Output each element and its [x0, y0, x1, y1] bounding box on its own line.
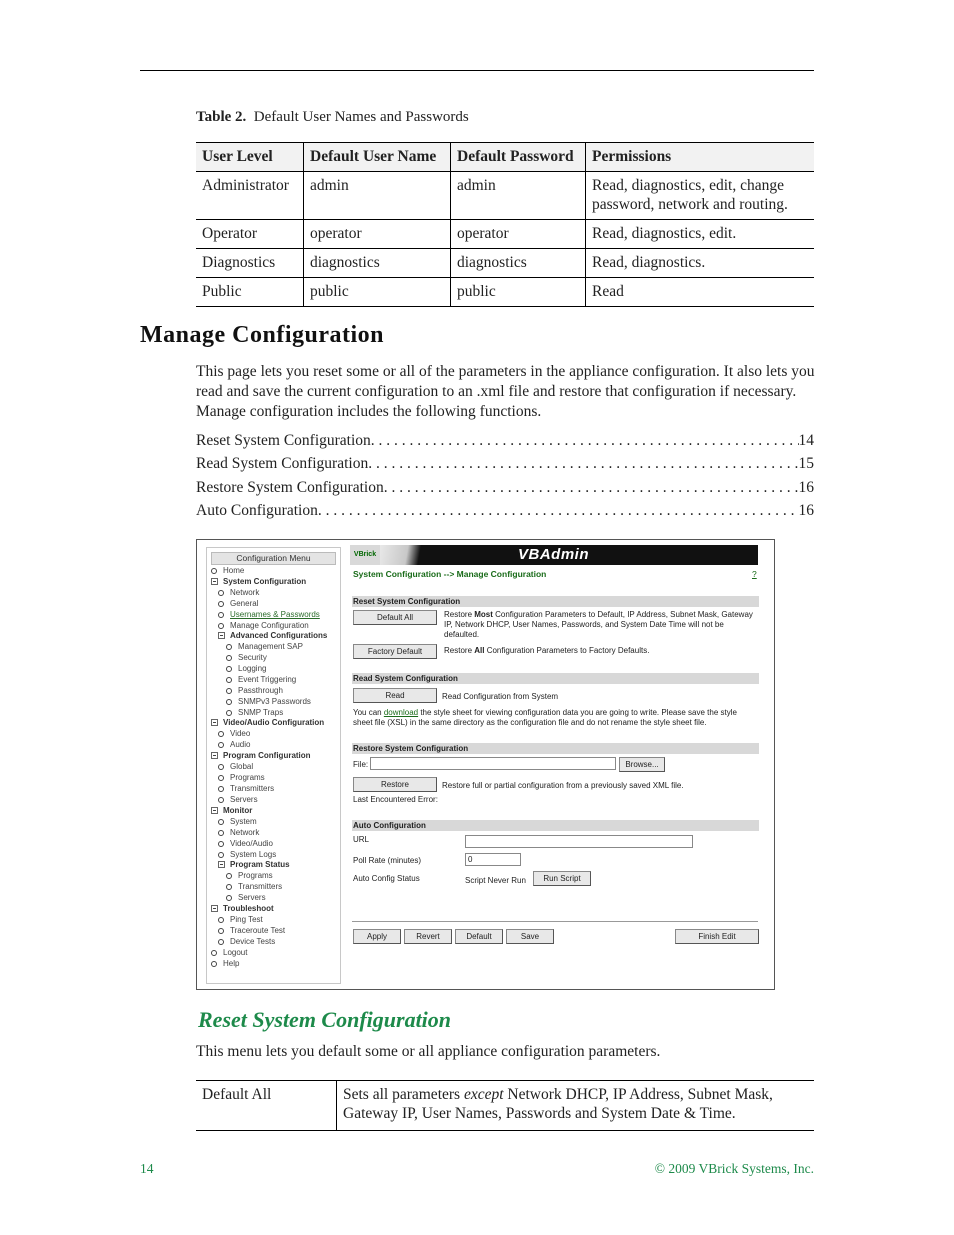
table-cell: Default All: [202, 1086, 272, 1103]
breadcrumb: System Configuration --> Manage Configuration: [353, 569, 547, 579]
restore-section-header: Restore System Configuration: [352, 743, 759, 754]
menu-item[interactable]: System Logs: [218, 849, 276, 860]
vbrick-logo: VBrick: [350, 545, 380, 565]
menu-item[interactable]: Video: [218, 728, 250, 739]
toc-label: Auto Configuration: [196, 502, 318, 519]
toc-page: 14: [798, 432, 814, 449]
table-cell: admin: [304, 172, 451, 220]
vbadmin-screenshot: [196, 539, 775, 990]
bullet-icon: [218, 830, 224, 836]
column-header: Permissions: [586, 143, 815, 172]
table-row: [196, 1081, 814, 1131]
toc-page: 16: [798, 479, 814, 496]
table-cell: Public: [196, 278, 304, 307]
bullet-icon: [226, 895, 232, 901]
menu-item[interactable]: Security: [226, 652, 267, 663]
menu-item[interactable]: Network: [218, 827, 259, 838]
table-cell: Read, diagnostics, edit.: [586, 220, 815, 249]
menu-item[interactable]: Network: [218, 587, 259, 598]
table-cell: Read, diagnostics.: [586, 249, 815, 278]
bullet-icon: [211, 568, 217, 574]
bullet-icon: [218, 852, 224, 858]
menu-item[interactable]: Logging: [226, 663, 266, 674]
factory-default-description: Restore All Configuration Parameters to Factory Defaults.: [444, 646, 650, 655]
table-cell: public: [451, 278, 586, 307]
url-input[interactable]: [465, 835, 693, 848]
menu-item[interactable]: Audio: [218, 739, 250, 750]
menu-item[interactable]: SNMPv3 Passwords: [226, 696, 311, 707]
table-cell: operator: [304, 220, 451, 249]
url-label: URL: [353, 835, 370, 844]
caption-text: Default User Names and Passwords: [253, 109, 469, 125]
menu-item[interactable]: Advanced Configurations: [218, 630, 327, 641]
intro-paragraph: This page lets you reset some or all of the parameters in the appliance configuration. It also lets you read and save the current configuration to an .xml file and restore that configuration if necessary. Manage configuration includes the following functions.: [196, 363, 815, 420]
table-cell: diagnostics: [451, 249, 586, 278]
table-cell: Read, diagnostics, edit, change password, network and routing.: [586, 172, 815, 220]
toc-entry[interactable]: [196, 479, 814, 497]
menu-item[interactable]: Management SAP: [226, 641, 303, 652]
file-input[interactable]: [370, 757, 616, 770]
bullet-icon: [226, 666, 232, 672]
bullet-icon: [226, 644, 232, 650]
user-table: [196, 142, 814, 307]
bullet-icon: [218, 797, 224, 803]
apply-button[interactable]: Apply: [353, 929, 401, 944]
menu-item[interactable]: Transmitters: [218, 783, 274, 794]
download-link[interactable]: download: [383, 708, 419, 717]
bullet-icon: [226, 655, 232, 661]
table-header-row: [196, 143, 814, 172]
menu-item[interactable]: Servers: [226, 892, 266, 903]
copyright: © 2009 VBrick Systems, Inc.: [654, 1161, 814, 1176]
menu-item[interactable]: Device Tests: [218, 936, 275, 947]
bullet-icon: [211, 950, 217, 956]
menu-item[interactable]: Troubleshoot: [211, 903, 274, 914]
menu-title: Configuration Menu: [211, 552, 336, 565]
collapse-icon: [218, 632, 225, 639]
toc-label: Reset System Configuration: [196, 432, 371, 449]
collapse-icon: [211, 905, 218, 912]
menu-item[interactable]: Transmitters: [226, 881, 282, 892]
caption-label: Table 2.: [196, 109, 247, 125]
auto-section-header: Auto Configuration: [352, 820, 759, 831]
run-script-button[interactable]: Run Script: [533, 871, 591, 886]
menu-item[interactable]: Home: [211, 565, 244, 576]
subsection-title: Reset System Configuration: [198, 1007, 452, 1032]
bullet-icon: [218, 590, 224, 596]
toc-page: 15: [798, 455, 814, 472]
divider: [352, 921, 758, 922]
menu-item[interactable]: Programs: [218, 772, 265, 783]
default-button[interactable]: Default: [455, 929, 503, 944]
bullet-icon: [226, 677, 232, 683]
table-row: [196, 220, 814, 249]
vbadmin-banner: [350, 545, 758, 565]
collapse-icon: [211, 807, 218, 814]
bullet-icon: [218, 841, 224, 847]
default-all-button[interactable]: Default All: [353, 610, 437, 625]
menu-item[interactable]: Event Triggering: [226, 674, 296, 685]
restore-button[interactable]: Restore: [353, 777, 437, 792]
bullet-icon: [226, 699, 232, 705]
column-header: Default Password: [451, 143, 586, 172]
menu-item[interactable]: General: [218, 598, 258, 609]
table-cell: admin: [451, 172, 586, 220]
bullet-icon: [226, 710, 232, 716]
auto-status-label: Auto Config Status: [353, 874, 420, 883]
table-row: [196, 172, 814, 220]
menu-item[interactable]: Monitor: [211, 805, 252, 816]
last-error-label: Last Encountered Error:: [353, 795, 438, 804]
bullet-icon: [218, 939, 224, 945]
table-row: [196, 249, 814, 278]
menu-item[interactable]: Video/Audio Configuration: [211, 717, 324, 728]
bullet-icon: [218, 917, 224, 923]
subsection-intro: This menu lets you default some or all appliance configuration parameters.: [196, 1043, 661, 1060]
menu-item[interactable]: Programs: [226, 870, 273, 881]
app-title: VBAdmin: [518, 546, 589, 563]
bullet-icon: [218, 731, 224, 737]
restore-description: Restore full or partial configuration from a previously saved XML file.: [442, 781, 684, 790]
menu-item[interactable]: Traceroute Test: [218, 925, 285, 936]
read-button[interactable]: Read: [353, 688, 437, 703]
factory-default-button[interactable]: Factory Default: [353, 644, 437, 659]
read-note: You can download the style sheet for viewing configuration data you are going to write. Please save the style sheet file (XSL) in the same directory as the configuration file and do not rename the style sheet file.: [353, 708, 737, 727]
bullet-icon: [218, 786, 224, 792]
menu-item[interactable]: Video/Audio: [218, 838, 273, 849]
read-section-header: Read System Configuration: [352, 673, 759, 684]
table-caption: [196, 109, 469, 126]
menu-item[interactable]: Global: [218, 761, 253, 772]
bullet-icon: [218, 612, 224, 618]
collapse-icon: [211, 752, 218, 759]
table-cell: Read: [586, 278, 815, 307]
poll-rate-input[interactable]: 0: [465, 853, 521, 866]
table-cell: Sets all parameters except Network DHCP, IP Address, Subnet Mask, Gateway IP, User Names, Passwords and System Date & Time.: [337, 1081, 815, 1131]
section-title: Manage Configuration: [140, 322, 384, 348]
reset-section-header: Reset System Configuration: [352, 596, 759, 607]
configuration-menu: [206, 547, 341, 984]
menu-item[interactable]: Logout: [211, 947, 247, 958]
toc-label: Read System Configuration: [196, 455, 369, 472]
help-link[interactable]: ?: [752, 569, 757, 579]
collapse-icon: [218, 861, 225, 868]
menu-item[interactable]: Program Status: [218, 859, 290, 870]
toc-entry[interactable]: [196, 502, 814, 520]
menu-item[interactable]: System Configuration: [211, 576, 306, 587]
menu-item[interactable]: Passthrough: [226, 685, 283, 696]
bullet-icon: [218, 928, 224, 934]
table-cell: Diagnostics: [196, 249, 304, 278]
save-button[interactable]: Save: [506, 929, 554, 944]
menu-item[interactable]: System: [218, 816, 257, 827]
collapse-icon: [211, 578, 218, 585]
finish-edit-button[interactable]: Finish Edit: [675, 929, 759, 944]
menu-item[interactable]: Servers: [218, 794, 258, 805]
header-rule: [140, 70, 814, 71]
table-cell: diagnostics: [304, 249, 451, 278]
default-all-table: [196, 1080, 814, 1131]
table-cell: Operator: [196, 220, 304, 249]
bullet-icon: [211, 961, 217, 967]
bullet-icon: [218, 775, 224, 781]
toc-entry[interactable]: [196, 432, 814, 450]
table-cell: public: [304, 278, 451, 307]
toc-label: Restore System Configuration: [196, 479, 384, 496]
table-cell: operator: [451, 220, 586, 249]
poll-rate-label: Poll Rate (minutes): [353, 856, 422, 865]
auto-status-value: Script Never Run: [465, 876, 526, 885]
menu-item[interactable]: Help: [211, 958, 239, 969]
read-description: Read Configuration from System: [442, 692, 559, 701]
default-all-description: Restore Most Configuration Parameters to Default, IP Address, Subnet Mask, Gateway IP, Network DHCP, User Names, Passwords, and System Date Time will not be defaulted.: [444, 610, 753, 639]
bullet-icon: [218, 623, 224, 629]
bullet-icon: [226, 688, 232, 694]
revert-button[interactable]: Revert: [404, 929, 452, 944]
page-number: 14: [140, 1161, 154, 1176]
menu-item[interactable]: Manage Configuration: [218, 620, 309, 631]
browse-button[interactable]: Browse...: [619, 757, 665, 772]
bullet-icon: [218, 742, 224, 748]
menu-item[interactable]: Usernames & Passwords: [218, 609, 320, 620]
bullet-icon: [218, 601, 224, 607]
column-header: User Level: [196, 143, 304, 172]
table-row: [196, 278, 814, 307]
bullet-icon: [226, 884, 232, 890]
column-header: Default User Name: [304, 143, 451, 172]
toc-entry[interactable]: [196, 455, 814, 473]
table-cell: Administrator: [196, 172, 304, 220]
bullet-icon: [218, 764, 224, 770]
menu-item[interactable]: Program Configuration: [211, 750, 311, 761]
menu-item[interactable]: Ping Test: [218, 914, 263, 925]
menu-item[interactable]: SNMP Traps: [226, 707, 283, 718]
toc-page: 16: [798, 502, 814, 519]
bullet-icon: [226, 873, 232, 879]
bullet-icon: [218, 819, 224, 825]
collapse-icon: [211, 719, 218, 726]
file-label: File:: [353, 760, 369, 769]
